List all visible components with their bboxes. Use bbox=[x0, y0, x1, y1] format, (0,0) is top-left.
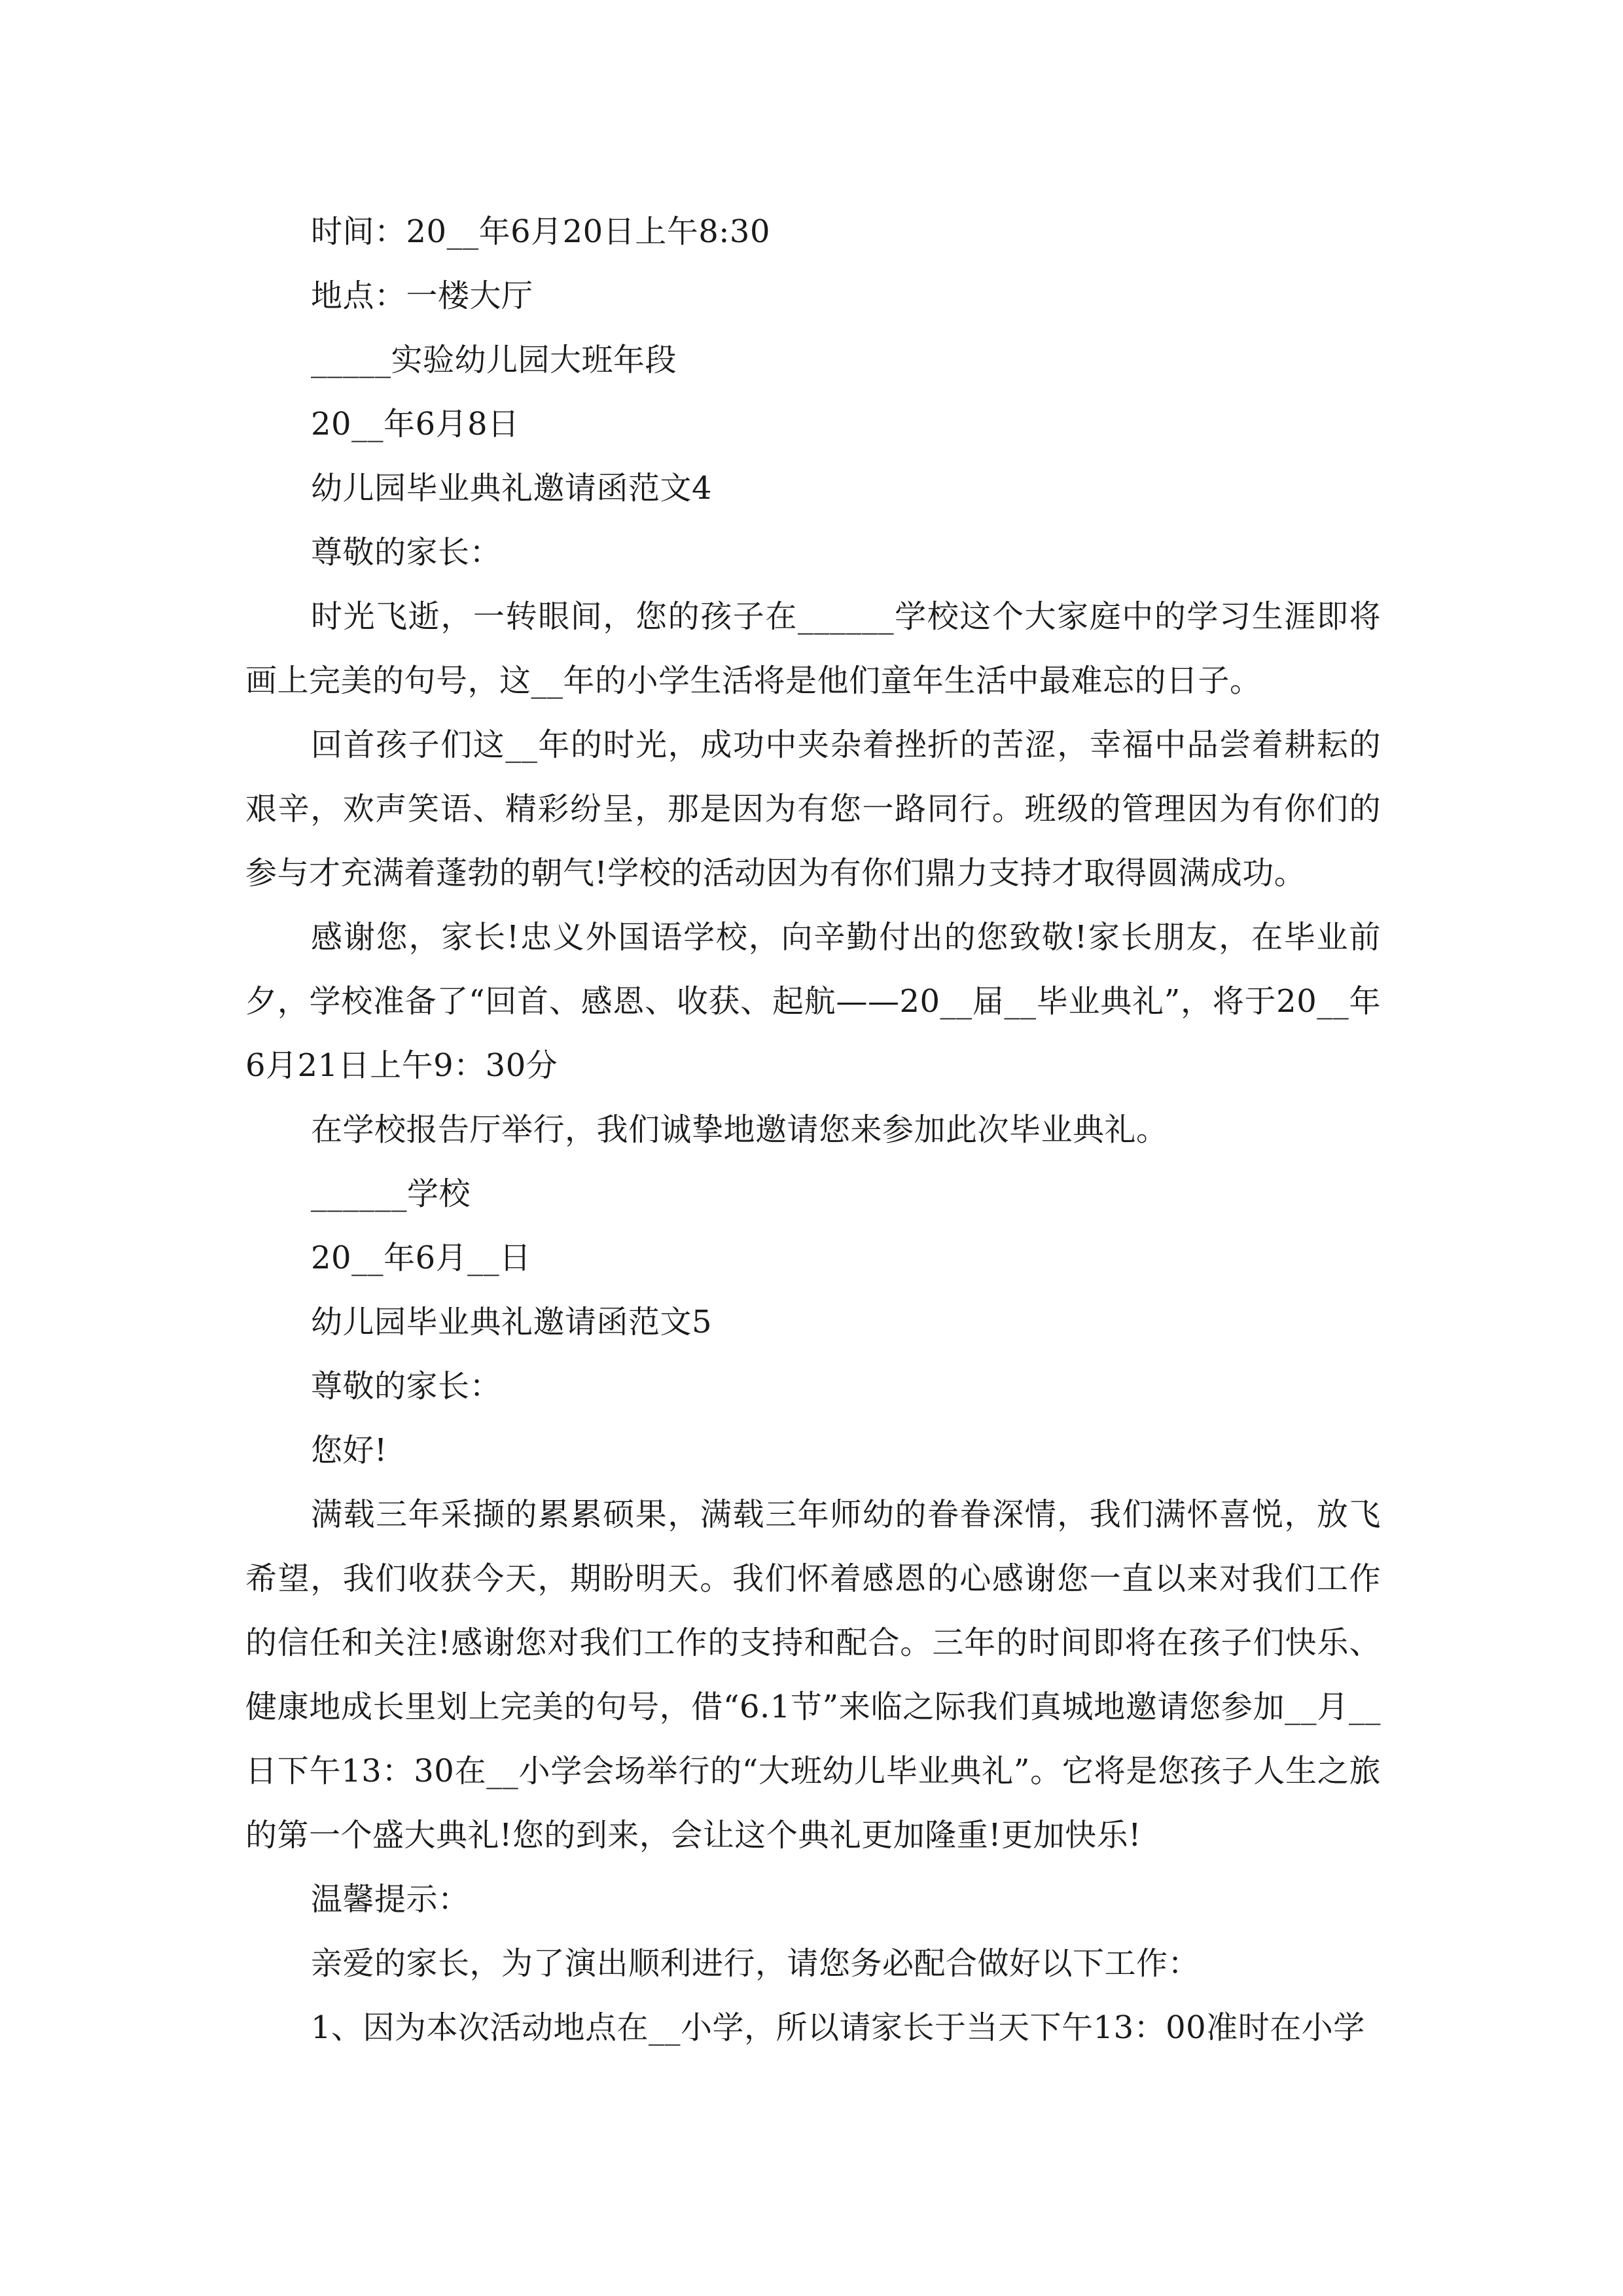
document-body bbox=[245, 200, 1381, 2060]
paragraph-4-3: 感谢您，家长!忠义外国语学校，向辛勤付出的您致敬!家长朋友，在毕业前夕，学校准备了“回首、感恩、收获、起航——20__届__毕业典礼”，将于20__年6月21日上午9：30分 bbox=[245, 919, 1381, 1084]
paragraph-4-4: 在学校报告厅举行，我们诚挚地邀请您来参加此次毕业典礼。 bbox=[311, 1111, 1168, 1148]
section-title-4: 幼儿园毕业典礼邀请函范文4 bbox=[311, 470, 713, 507]
salutation-5: 尊敬的家长： bbox=[311, 1368, 502, 1405]
event-place-line: 地点：一楼大厅 bbox=[311, 278, 533, 314]
organizer-line: _____实验幼儿园大班年段 bbox=[311, 342, 677, 378]
section-title-5: 幼儿园毕业典礼邀请函范文5 bbox=[311, 1304, 713, 1340]
salutation-4: 尊敬的家长： bbox=[311, 534, 502, 571]
paragraph-4-1: 时光飞逝，一转眼间，您的孩子在______学校这个大家庭中的学习生涯即将画上完美的句号，这__年的小学生活将是他们童年生活中最难忘的日子。 bbox=[245, 598, 1381, 699]
paragraph-4-2: 回首孩子们这__年的时光，成功中夹杂着挫折的苦涩，幸福中品尝着耕耘的艰辛，欢声笑语、精彩纷呈，那是因为有您一路同行。班级的管理因为有你们的参与才充满着蓬勃的朝气!学校的活动因为有你们鼎力支持才取得圆满成功。 bbox=[245, 726, 1381, 891]
event-time-line: 时间：20__年6月20日上午8:30 bbox=[311, 213, 770, 250]
tips-heading: 温馨提示： bbox=[311, 1881, 470, 1918]
tips-intro: 亲爱的家长，为了演出顺利进行，请您务必配合做好以下工作： bbox=[311, 1945, 1200, 1982]
date-line-2: 20__年6月__日 bbox=[311, 1240, 531, 1276]
greeting-5: 您好! bbox=[311, 1432, 387, 1469]
paragraph-5-1: 满载三年采撷的累累硕果，满载三年师幼的眷眷深情，我们满怀喜悦，放飞希望，我们收获今天，期盼明天。我们怀着感恩的心感谢您一直以来对我们工作的信任和关注!感谢您对我们工作的支持和配合。三年的时间即将在孩子们快乐、健康地成长里划上完美的句号，借“6.1节”来临之际我们真城地邀请您参加__月__日下午13：30在__小学会场举行的“大班幼儿毕业典礼”。它将是您孩子人生之旅的第一个盛大典礼!您的到来，会让这个典礼更加隆重!更加快乐! bbox=[245, 1496, 1381, 1854]
date-line: 20__年6月8日 bbox=[311, 406, 520, 442]
tip-item-1: 1、因为本次活动地点在__小学，所以请家长于当天下午13：00准时在小学 bbox=[311, 2009, 1365, 2046]
school-signature-line: ______学校 bbox=[311, 1175, 471, 1212]
